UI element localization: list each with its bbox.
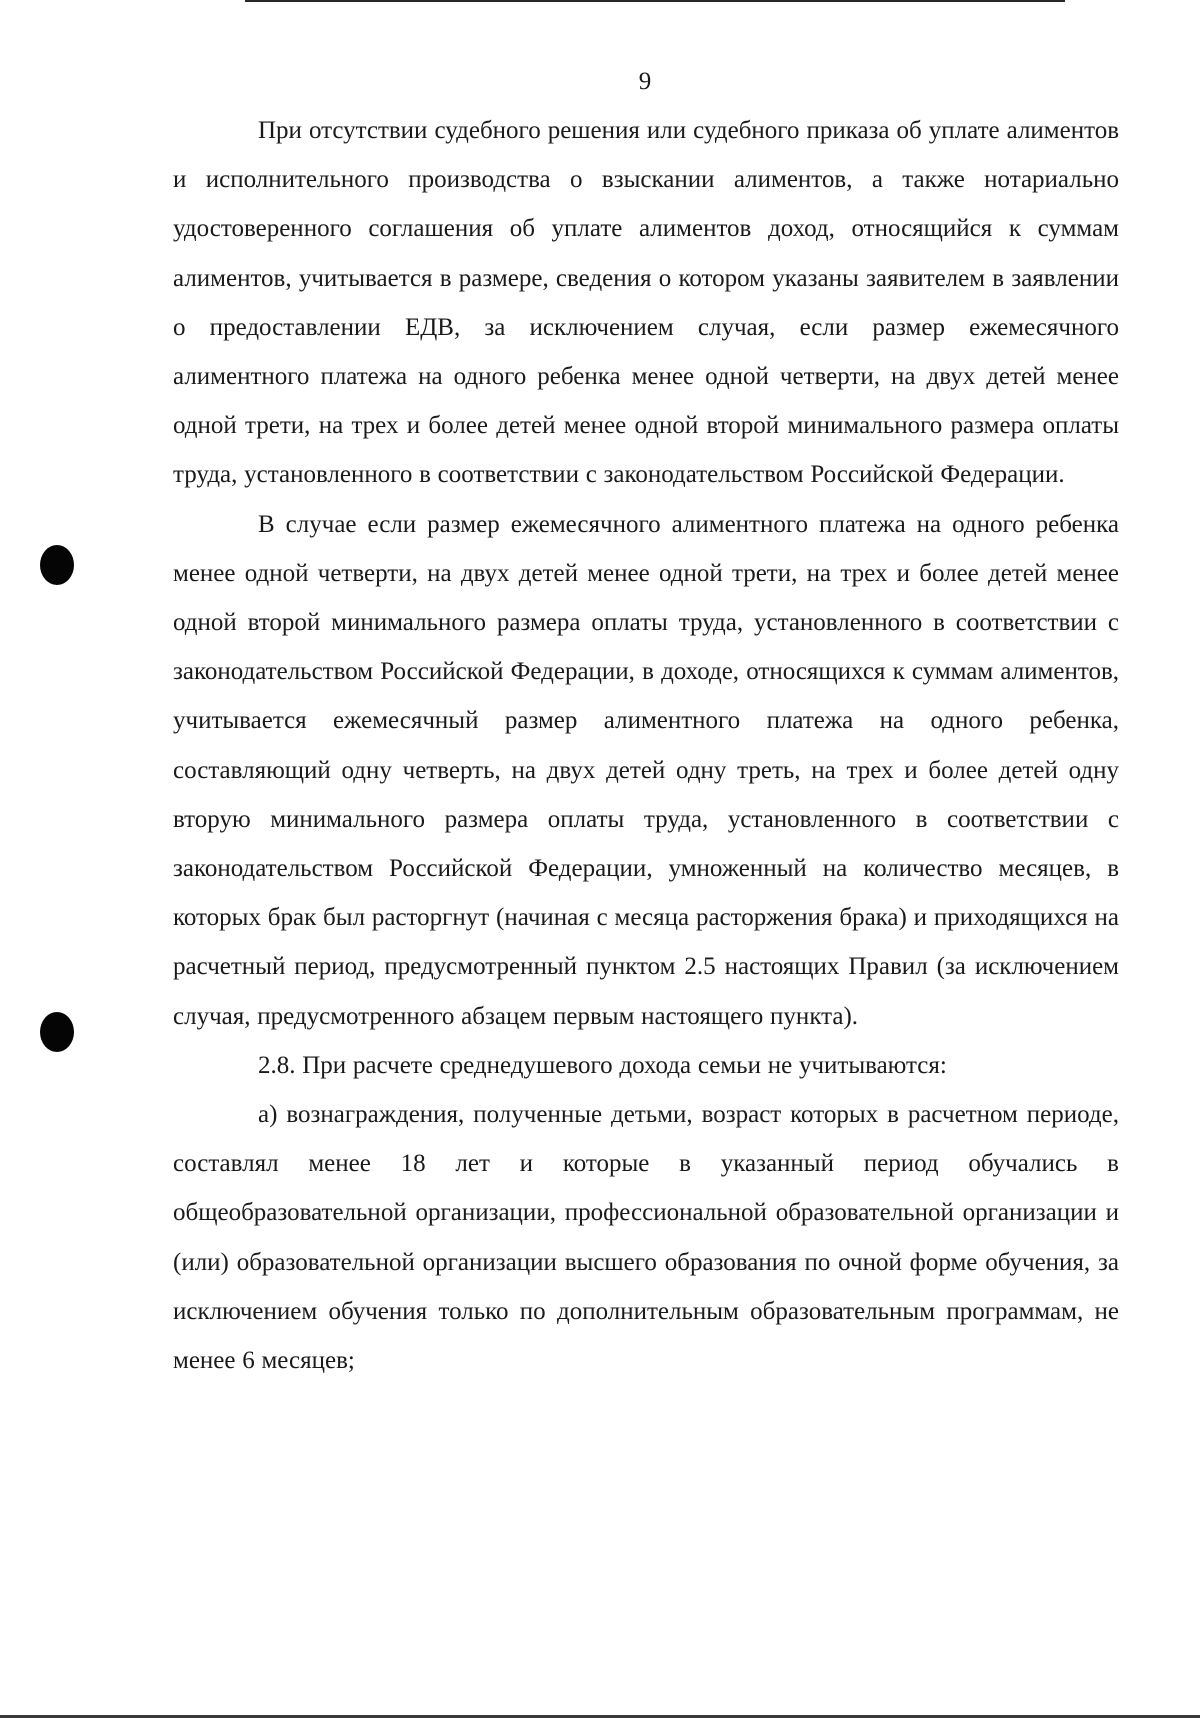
scan-edge-top [245,0,1065,2]
page-number: 9 [638,68,652,95]
paragraph-section-2-8: 2.8. При расчете среднедушевого дохода семьи не учитываются: [258,1051,947,1079]
punch-hole-upper [40,545,74,585]
punch-hole-lower [40,1012,74,1052]
paragraph-alimony-absence: При отсутствии судебного решения или судебного приказа об уплате алиментов и исполнительного производства о взыскании алиментов, а также нотариально удостоверенного соглашения об уплате алиментов доход, относящийся к суммам алиментов, учитывается в размере, сведения о котором указаны заявителем в заявлении о предоставлении ЕДВ, за исключением случая, если размер ежемесячного алиментного платежа на одного ребенка менее одной четверти, на двух детей менее одной трети, на трех и более детей менее одной второй минимального размера оплаты труда, установленного в соответствии с законодательством Российской Федерации. [173,117,1119,489]
paragraph-alimony-minimum: В случае если размер ежемесячного алиментного платежа на одного ребенка менее одной четверти, на двух детей менее одной трети, на трех и более детей менее одной второй минимального размера оплаты труда, установленного в соответствии с законодательством Российской Федерации, в доходе, относящихся к суммам алиментов, учитывается ежемесячный размер алиментного платежа на одного ребенка, составляющий одну четверть, на двух детей одну треть, на трех и более детей одну вторую минимального размера оплаты труда, установленного в соответствии с законодательством Российской Федерации, умноженный на количество месяцев, в которых брак был расторгнут (начиная с месяца расторжения брака) и приходящихся на расчетный период, предусмотренный пунктом 2.5 настоящих Правил (за исключением случая, предусмотренного абзацем первым настоящего пункта). [173,510,1119,1030]
document-body [173,106,1119,1385]
paragraph-item-a: а) вознаграждения, полученные детьми, возраст которых в расчетном периоде, составлял менее 18 лет и которые в указанный период обучались в общеобразовательной организации, профессиональной образовательной организации и (или) образовательной организации высшего образования по очной форме обучения, за исключением обучения только по дополнительным образовательным программам, не менее 6 месяцев; [173,1101,1119,1375]
